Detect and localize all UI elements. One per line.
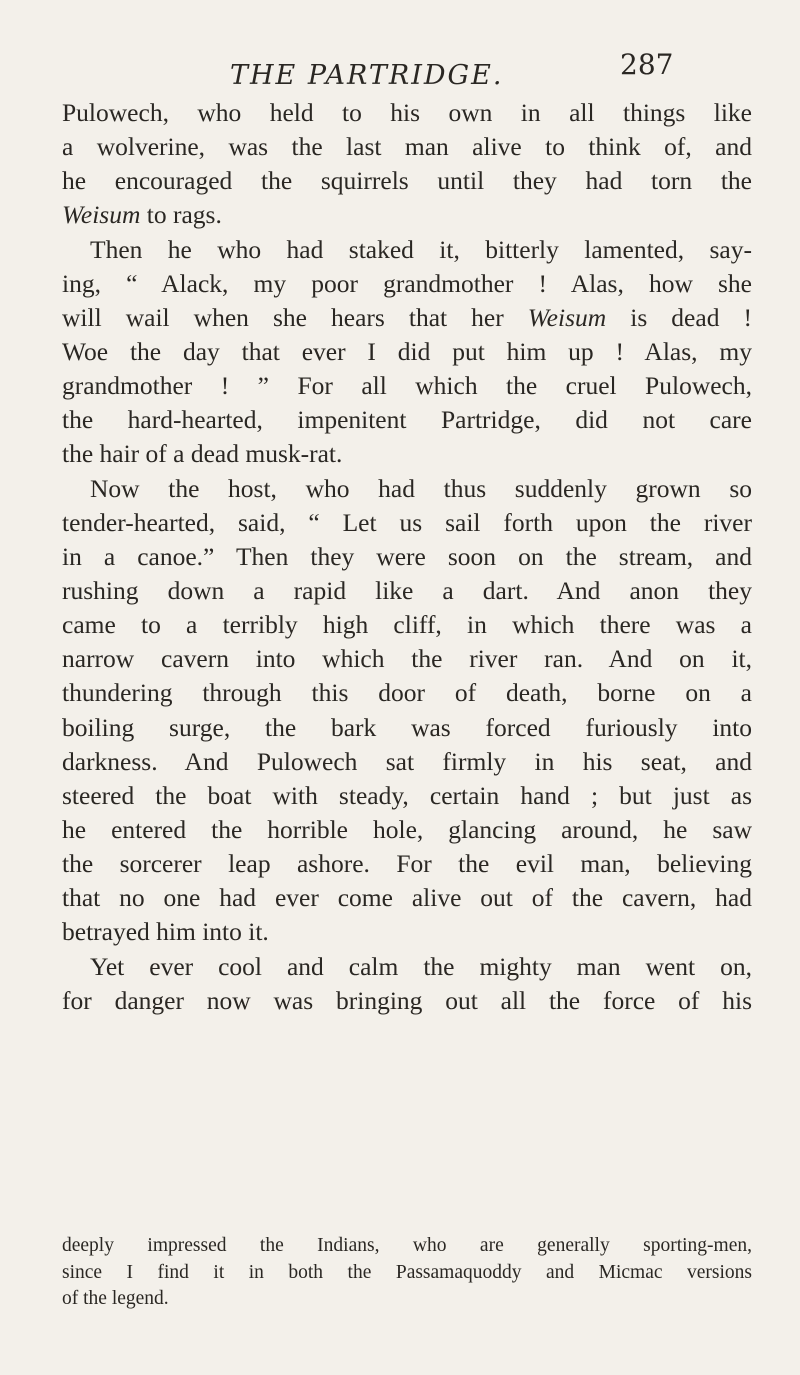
text-line: he encouraged the squirrels until they had torn the (62, 166, 752, 196)
text-line: the hard-hearted, impenitent Partridge, did not care (62, 405, 752, 435)
footnote-line: since I find it in both the Passamaquoddy and Micmac versions (62, 1261, 752, 1283)
text-line: boiling surge, the bark was forced furiously into (62, 712, 752, 742)
text-line: ing, “ Alack, my poor grandmother ! Alas, how she (62, 268, 752, 298)
page-number: 287 (620, 48, 674, 81)
text-line: for danger now was bringing out all the force of his (62, 985, 752, 1015)
body-text (62, 96, 752, 1018)
text-line: the sorcerer leap ashore. For the evil man, believing (62, 849, 752, 879)
running-title: THE PARTRIDGE. (230, 60, 504, 91)
text-line: Pulowech, who held to his own in all things like (62, 98, 752, 127)
text-line: Weisum to rags. (62, 200, 222, 230)
text-line: darkness. And Pulowech sat firmly in his seat, and (62, 746, 752, 776)
text-line: tender-hearted, said, “ Let us sail forth upon the river (62, 507, 752, 537)
italic-name: Weisum (527, 302, 607, 332)
text-line: came to a terribly high cliff, in which there was a (62, 610, 752, 640)
text-line: he entered the horrible hole, glancing around, he saw (62, 814, 752, 844)
text-line: steered the boat with steady, certain hand ; but just as (62, 780, 752, 810)
text-line: rushing down a rapid like a dart. And anon they (62, 575, 752, 605)
text-line: a wolverine, was the last man alive to think of, and (62, 132, 752, 162)
footnote (62, 1233, 752, 1313)
italic-name: Weisum (62, 200, 141, 230)
footnote-line: of the legend. (62, 1288, 169, 1309)
text-line: thundering through this door of death, borne on a (62, 678, 752, 708)
text-line: Woe the day that ever I did put him up ! Alas, my (62, 336, 752, 366)
text-line: in a canoe.” Then they were soon on the stream, and (62, 541, 752, 571)
text-line: grandmother ! ” For all which the cruel Pulowech, (62, 371, 752, 401)
text-line: Now the host, who had thus suddenly grown so (90, 473, 752, 503)
text-line: that no one had ever come alive out of the cavern, had (62, 883, 752, 913)
text-line: betrayed him into it. (62, 917, 269, 947)
text-line: the hair of a dead musk-rat. (62, 439, 343, 469)
text-line: narrow cavern into which the river ran. And on it, (62, 644, 752, 674)
text-line: Then he who had staked it, bitterly lamented, say- (90, 234, 752, 264)
text-line: Yet ever cool and calm the mighty man went on, (90, 951, 752, 981)
footnote-line: deeply impressed the Indians, who are generally sporting-men, (62, 1235, 752, 1256)
text-line: will wail when she hears that her Weisum is dead ! (62, 302, 752, 332)
